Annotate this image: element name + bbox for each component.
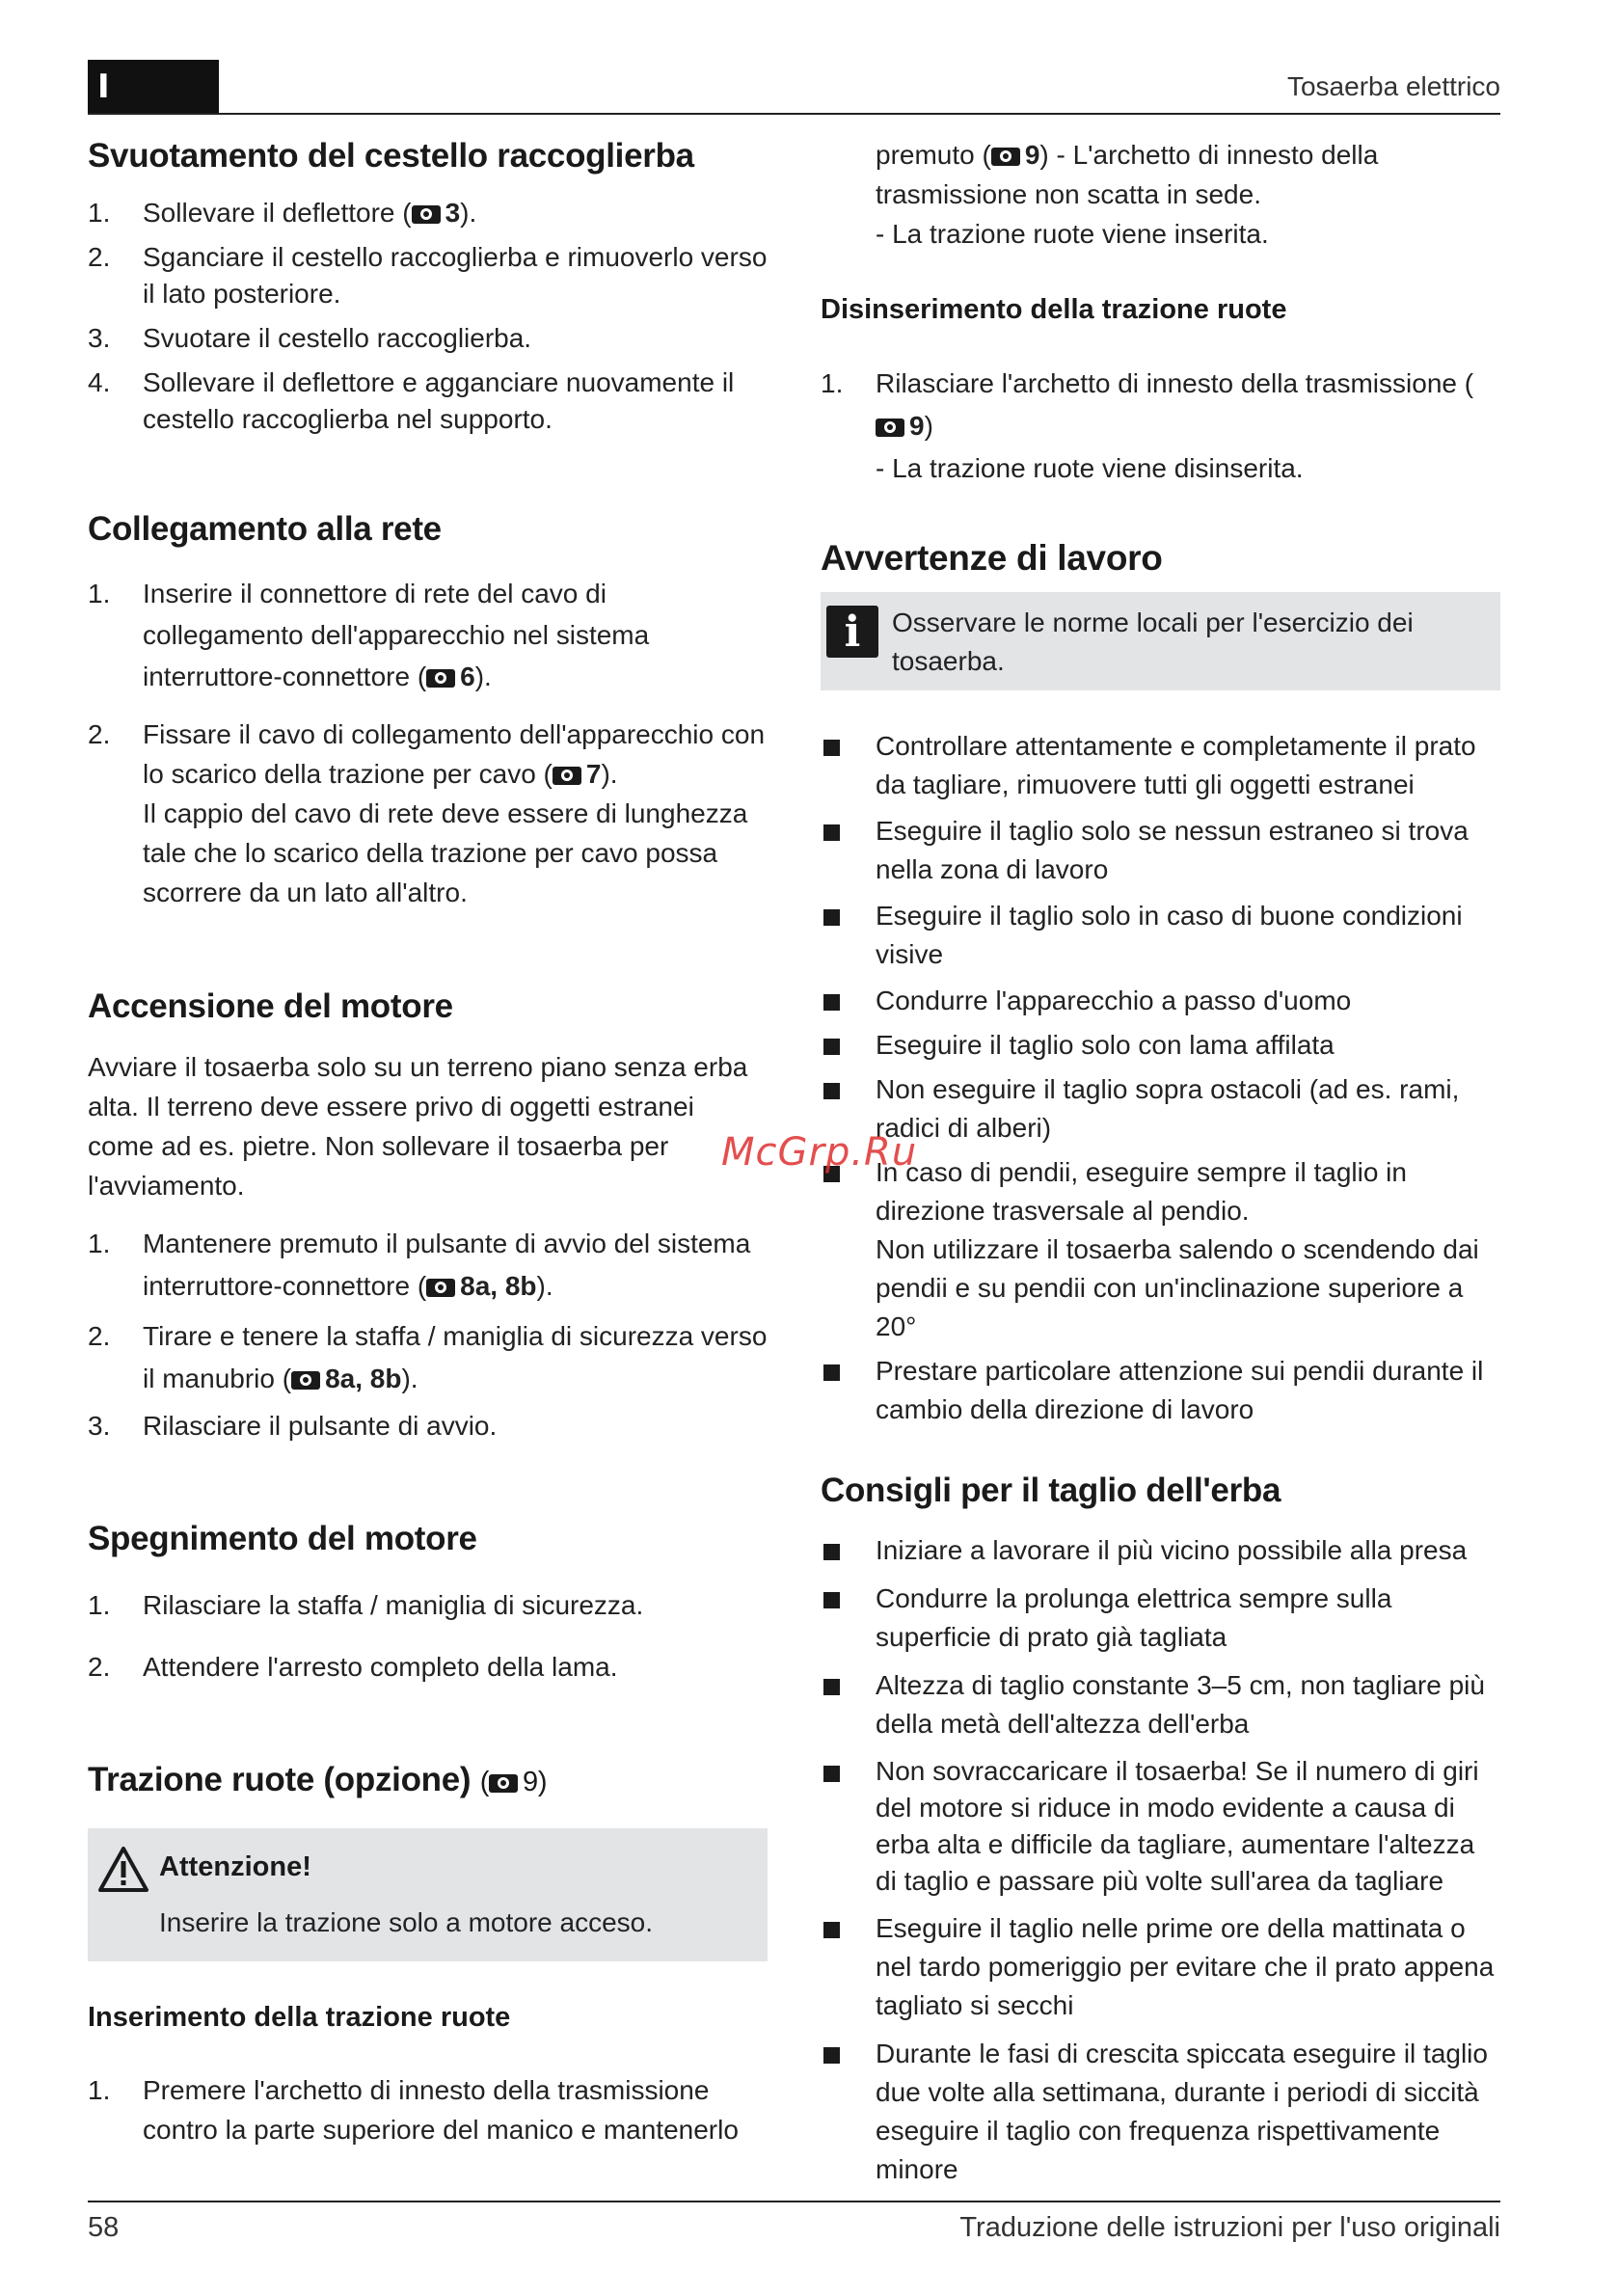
bullet-square-icon	[823, 1679, 840, 1695]
step-number: 3.	[88, 323, 111, 353]
bullet-text: Durante le fasi di crescita spiccata eseguire il taglio due volte alla settimana, durante i periodi di siccità eseguire il taglio con frequenza rispettivamente minore	[876, 2039, 1488, 2184]
bullet-item	[821, 1753, 1500, 1900]
info-icon: i	[826, 606, 878, 658]
step	[88, 715, 768, 912]
bullet-item	[821, 1531, 1500, 1570]
step-text: Inserire il connettore di rete del cavo di collegamento dell'apparecchio nel sistema interruttore-connettore (	[143, 579, 650, 691]
result-text: - La trazione ruote viene disinserita.	[876, 453, 1304, 483]
bullet-item	[821, 1070, 1500, 1148]
bullet-item	[821, 1580, 1500, 1657]
section-title-accensione: Accensione del motore	[88, 987, 453, 1025]
figure-ref: 8a, 8b	[460, 1271, 537, 1301]
header-title: Tosaerba elettrico	[1286, 71, 1500, 101]
step	[88, 1587, 768, 1624]
step	[88, 573, 768, 697]
section-title-avvertenze: Avvertenze di lavoro	[821, 538, 1163, 578]
step	[88, 1223, 768, 1308]
bullet-square-icon	[823, 994, 840, 1011]
camera-icon	[426, 669, 455, 688]
step-number: 1.	[88, 2075, 111, 2105]
camera-icon	[412, 205, 441, 224]
bullet-text: Non eseguire il taglio sopra ostacoli (ad es. rami, radici di alberi)	[876, 1074, 1460, 1143]
watermark: McGrp.Ru	[721, 1130, 918, 1175]
bullet-square-icon	[823, 1364, 840, 1381]
info-text: Osservare le norme locali per l'esercizio dei tosaerba.	[892, 608, 1414, 676]
step-text: Sollevare il deflettore (	[143, 198, 412, 228]
bullet-text: Prestare particolare attenzione sui pendii durante il cambio della direzione di lavoro	[876, 1356, 1484, 1424]
step-text: Fissare il cavo di collegamento dell'apparecchio con lo scarico della trazione per cavo (	[143, 719, 766, 789]
steps-inserimento	[88, 2070, 768, 2149]
bullet-item	[821, 1153, 1500, 1346]
continued-text: premuto (	[876, 140, 991, 170]
section-title-spegnimento: Spegnimento del motore	[88, 1520, 477, 1557]
step	[88, 320, 768, 357]
bullet-item	[821, 1909, 1500, 2025]
step-text: Premere l'archetto di innesto della trasmissione contro la parte superiore del manico e mantenerlo	[143, 2075, 739, 2145]
figure-ref: 9	[909, 411, 925, 441]
bullet-square-icon	[823, 1922, 840, 1938]
figure-ref: 7	[585, 759, 602, 789]
section-title-consigli: Consigli per il taglio dell'erba	[821, 1472, 1281, 1509]
step-number: 1.	[88, 1590, 111, 1620]
step-text: Mantenere premuto il pulsante di avvio del sistema interruttore-connettore (	[143, 1229, 751, 1301]
bullet-item	[821, 982, 1500, 1020]
footer-divider	[88, 2201, 1500, 2202]
left-column	[88, 127, 768, 2149]
step	[821, 363, 1500, 490]
bullet-text: Controllare attentamente e completamente il prato da tagliare, rimuovere tutti gli oggetti estranei	[876, 731, 1476, 799]
steps-spegnimento	[88, 1587, 768, 1686]
warning-title: Attenzione!	[159, 1851, 311, 1882]
step-number: 2.	[88, 1652, 111, 1682]
bullet-item	[821, 897, 1500, 974]
step-text-end: )	[924, 411, 933, 441]
step-text-end: ).	[474, 662, 492, 691]
step	[88, 365, 768, 438]
bullet-square-icon	[823, 824, 840, 841]
camera-icon	[426, 1279, 455, 1297]
step-number: 2.	[88, 719, 111, 749]
bullet-square-icon	[823, 740, 840, 756]
step-text: Tirare e tenere la staffa / maniglia di sicurezza verso il manubrio (	[143, 1321, 768, 1393]
step	[88, 1408, 768, 1445]
figure-ref: 3	[445, 198, 461, 228]
step-text-end: ).	[601, 759, 618, 789]
step-number: 1.	[821, 368, 844, 398]
work-bullets	[821, 727, 1500, 1429]
bullet-square-icon	[823, 1766, 840, 1782]
page-number: 58	[88, 2212, 120, 2243]
subsection-title-inserimento: Inserimento della trazione ruote	[88, 2002, 511, 2033]
step-number: 2.	[88, 1321, 111, 1351]
result-text: - La trazione ruote viene inserita.	[876, 219, 1269, 249]
step-number: 1.	[88, 1229, 111, 1258]
bullet-item	[821, 1352, 1500, 1429]
step-text: Sollevare il deflettore e agganciare nuovamente il cestello raccoglierba nel supporto.	[143, 367, 735, 434]
continued-step	[821, 135, 1500, 254]
section-title-svuotamento: Svuotamento del cestello raccoglierba	[88, 137, 694, 175]
warning-triangle-icon	[97, 1846, 149, 1894]
bullet-text: Condurre la prolunga elettrica sempre sulla superficie di prato già tagliata	[876, 1583, 1392, 1652]
subsection-title-disinserimento: Disinserimento della trazione ruote	[821, 294, 1287, 325]
step	[88, 1649, 768, 1686]
bullet-text: Eseguire il taglio solo con lama affilata	[876, 1030, 1335, 1060]
bullet-square-icon	[823, 1083, 840, 1099]
language-tab-label: I	[97, 68, 110, 106]
step-text: Attendere l'arresto completo della lama.	[143, 1652, 618, 1682]
bullet-item	[821, 2035, 1500, 2189]
language-tab	[88, 60, 219, 114]
camera-icon	[553, 767, 581, 785]
section-title-collegamento: Collegamento alla rete	[88, 510, 442, 548]
steps-collegamento	[88, 573, 768, 912]
figure-ref: 8a, 8b	[325, 1364, 402, 1393]
right-column	[821, 135, 1500, 2189]
bullet-item	[821, 1666, 1500, 1743]
section-title-trazione: Trazione ruote (opzione) ( 9)	[88, 1761, 548, 1798]
bullet-text: In caso di pendii, eseguire sempre il taglio in direzione trasversale al pendio.	[876, 1157, 1407, 1226]
step-text-end: ).	[536, 1271, 553, 1301]
step-number: 1.	[88, 198, 111, 228]
step-text-end: ).	[460, 198, 477, 228]
step-note: Il cappio del cavo di rete deve essere di lunghezza tale che lo scarico della trazione per cavo possa scorrere da un lato all'altro.	[143, 798, 748, 907]
bullet-text: Eseguire il taglio solo in caso di buone condizioni visive	[876, 901, 1463, 969]
bullet-text: Eseguire il taglio nelle prime ore della mattinata o nel tardo pomeriggio per evitare che il prato appena tagliato si secchi	[876, 1913, 1495, 2020]
step-number: 2.	[88, 242, 111, 272]
bullet-square-icon	[823, 909, 840, 926]
bullet-item	[821, 1026, 1500, 1065]
bullet-square-icon	[823, 1592, 840, 1608]
step-text: Rilasciare la staffa / maniglia di sicurezza.	[143, 1590, 644, 1620]
figure-ref: 6	[460, 662, 475, 691]
bullet-square-icon	[823, 2047, 840, 2064]
figure-ref: 9	[523, 1767, 538, 1797]
warning-box	[88, 1828, 768, 1961]
bullet-text: Altezza di taglio constante 3–5 cm, non tagliare più della metà dell'altezza dell'erba	[876, 1670, 1485, 1739]
bullet-text: Iniziare a lavorare il più vicino possibile alla presa	[876, 1535, 1468, 1565]
bullet-square-icon	[823, 1039, 840, 1055]
step-text: Sganciare il cestello raccoglierba e rimuoverlo verso il lato posteriore.	[143, 242, 768, 309]
steps-disinserimento	[821, 363, 1500, 490]
steps-accensione	[88, 1223, 768, 1445]
bullet-text: Condurre l'apparecchio a passo d'uomo	[876, 986, 1352, 1015]
continued-text-end: ) - L'archetto di innesto della trasmissione non scatta in sede.	[876, 140, 1379, 209]
bullet-item	[821, 812, 1500, 889]
bullet-text: Eseguire il taglio solo se nessun estraneo si trova nella zona di lavoro	[876, 816, 1469, 884]
step	[88, 1315, 768, 1400]
bullet-square-icon	[823, 1544, 840, 1560]
step-number: 1.	[88, 579, 111, 608]
figure-ref: 9	[1024, 140, 1040, 170]
step-text-end: ).	[401, 1364, 418, 1393]
step-text: Rilasciare l'archetto di innesto della trasmissione (	[876, 368, 1474, 398]
step-number: 3.	[88, 1411, 111, 1441]
bullet-note: Non utilizzare il tosaerba salendo o scendendo dai pendii e su pendii con un'inclinazione superiore a 20°	[876, 1234, 1479, 1341]
step-number: 4.	[88, 367, 111, 397]
camera-icon	[876, 419, 904, 437]
camera-icon	[489, 1774, 518, 1793]
warning-text: Inserire la trazione solo a motore acceso.	[159, 1907, 654, 1937]
step	[88, 2070, 768, 2149]
section-title-text: Trazione ruote (opzione)	[88, 1761, 472, 1798]
bullet-item	[821, 727, 1500, 804]
step-text: Svuotare il cestello raccoglierba.	[143, 323, 532, 353]
section-intro: Avviare il tosaerba solo su un terreno piano senza erba alta. Il terreno deve essere privo di oggetti estranei come ad es. pietre. Non sollevare il tosaerba per l'avviamento.	[88, 1052, 748, 1201]
bullet-text: Non sovraccaricare il tosaerba! Se il numero di giri del motore si riduce in modo evidente a causa di erba alta e difficile da tagliare, aumentare l'altezza di taglio e passare più volte sull'area da tagliare	[876, 1756, 1479, 1896]
info-box	[821, 592, 1500, 690]
tips-bullets	[821, 1531, 1500, 2189]
step	[88, 239, 768, 312]
step-text: Rilasciare il pulsante di avvio.	[143, 1411, 498, 1441]
footer-text: Traduzione delle istruzioni per l'uso originali	[959, 2212, 1500, 2243]
header-divider	[88, 113, 1500, 115]
camera-icon	[991, 148, 1020, 166]
steps-svuotamento	[88, 195, 768, 438]
camera-icon	[291, 1371, 320, 1390]
step	[88, 195, 768, 231]
